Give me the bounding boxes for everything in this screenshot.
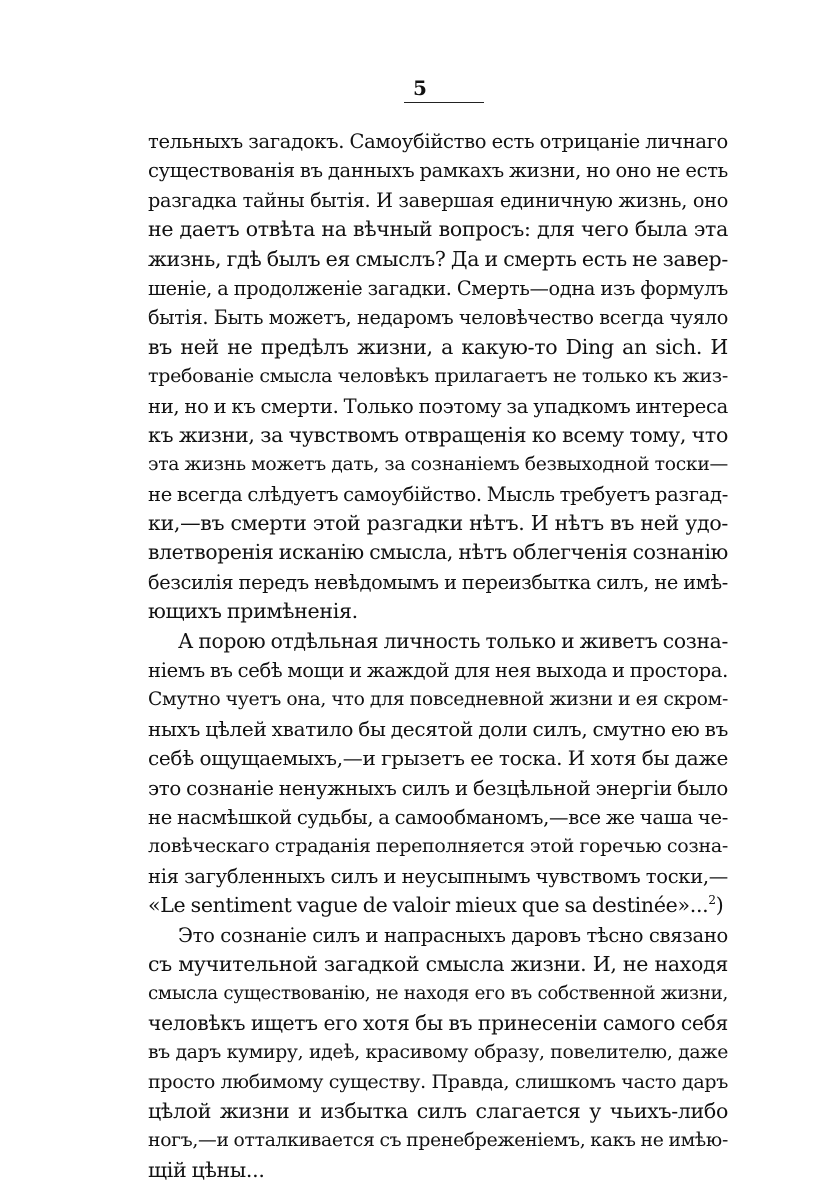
text-line: человѣкъ ищетъ его хотя бы въ принесеніи самого себя — [148, 1010, 728, 1035]
paragraph-1 — [148, 127, 728, 627]
page-header — [0, 78, 840, 99]
text-line: не даетъ отвѣта на вѣчный вопросъ: для чего была эта — [148, 217, 728, 242]
text-line: бытія. Быть можетъ, недаромъ человѣчество всегда чуяло — [148, 306, 728, 330]
text-line: эта жизнь можетъ дать, за сознаніемъ безвыходной тоски— — [148, 454, 728, 476]
text-line: А порою отдѣльная личность только и живетъ созна- — [178, 628, 728, 653]
paragraph-2 — [148, 627, 728, 921]
text-line: ногъ,—и отталкивается съ пренебреженіемъ, какъ не имѣю- — [148, 1130, 728, 1152]
footnote-reference: 2 — [708, 893, 716, 908]
text-line: требованіе смысла человѣкъ прилагаетъ не только къ жиз- — [148, 365, 728, 388]
text-line: въ ней не предѣлъ жизни, а какую-то Ding an sich. И — [148, 334, 728, 359]
text-line: себѣ ощущаемыхъ,—и грызетъ ее тоска. И хотя бы даже — [148, 746, 728, 771]
text-line: смысла существованію, не находя его въ собственной жизни, — [148, 983, 728, 1005]
text-line: ніемъ въ себѣ мощи и жаждой для нея выхода и простора. — [148, 659, 728, 683]
header-rule — [404, 102, 484, 103]
text-line: ни, но и къ смерти. Только поэтому за упадкомъ интереса — [148, 394, 728, 418]
text-line: Это сознаніе силъ и напрасныхъ даровъ тѣсно связано — [178, 923, 728, 947]
text-line: ки,—въ смерти этой разгадки нѣтъ. И нѣтъ въ ней удо- — [148, 511, 728, 536]
text-line: шеніе, а продолженіе загадки. Смерть—одна изъ формулъ — [148, 276, 728, 300]
text-line: не насмѣшкой судьбы, а самообманомъ,—все же чаша че- — [148, 805, 728, 829]
text-line: нія загубленныхъ силъ и неусыпнымъ чувствомъ тоски,— — [148, 864, 728, 888]
text-line: безсилія передъ невѣдомымъ и переизбытка силъ, не имѣ- — [148, 570, 728, 594]
text-line: въ даръ кумиру, идеѣ, красивому образу, повелителю, даже — [148, 1042, 728, 1064]
text-line: Смутно чуетъ она, что для повседневной жизни и ея скром- — [148, 689, 728, 711]
text-line: не всегда слѣдуетъ самоубійство. Мысль требуетъ разгад- — [148, 482, 728, 506]
text-line: тельныхъ загадокъ. Самоубійство есть отрицаніе личнаго — [148, 130, 728, 153]
footnote-paren: ) — [715, 893, 724, 918]
text-line: разгадка тайны бытія. И завершая единичную жизнь, оно — [148, 188, 728, 212]
paragraph-3 — [148, 921, 728, 1186]
text-line: существованія въ данныхъ рамкахъ жизни, но оно не есть — [148, 159, 728, 183]
text-line: съ мучительной загадкой смысла жизни. И, не находя — [148, 951, 728, 976]
body-text — [148, 127, 728, 1185]
text-line: ныхъ цѣлей хватило бы десятой доли силъ, смутно ею въ — [148, 716, 728, 741]
text-line: ющихъ примѣненія. — [148, 599, 358, 624]
quote-text: «Le sentiment vague de valoir mieux que sa destinée»... — [148, 893, 709, 918]
text-line: просто любимому существу. Правда, слишкомъ часто даръ — [148, 1070, 728, 1093]
text-line: влетворенія исканію смысла, нѣтъ облегченія сознанію — [148, 540, 728, 565]
text-line: цѣлой жизни и избытка силъ слагается у чьихъ-либо — [148, 1098, 728, 1123]
page-number: 5 — [413, 76, 427, 100]
text-line: жизнь, гдѣ былъ ея смыслъ? Да и смерть есть не завер- — [148, 246, 728, 271]
text-line: къ жизни, за чувствомъ отвращенія ко всему тому, что — [148, 422, 728, 447]
text-line: щій цѣны... — [148, 1157, 265, 1182]
text-line-with-footnote — [148, 891, 728, 920]
text-line: это сознаніе ненужныхъ силъ и безцѣльной энергіи было — [148, 776, 728, 800]
text-line: ловѣческаго страданія переполняется этой горечью созна- — [148, 835, 728, 858]
